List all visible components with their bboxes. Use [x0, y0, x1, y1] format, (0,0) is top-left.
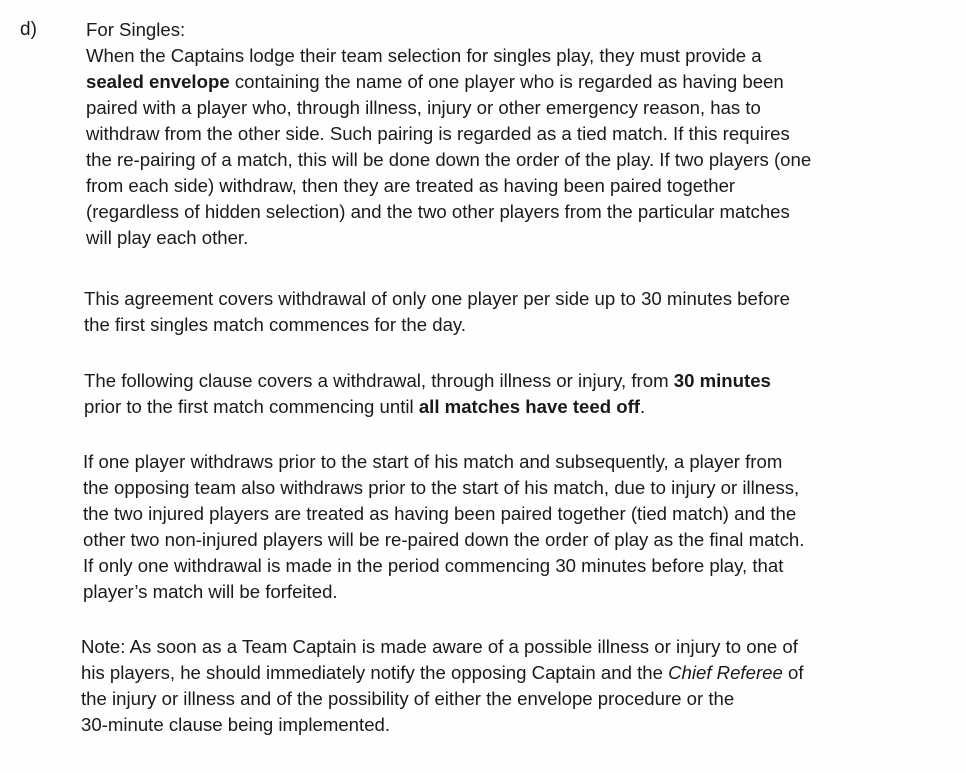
text-segment: .: [639, 396, 646, 417]
text-line: [86, 225, 906, 251]
paragraph-singles-envelope: [86, 17, 906, 251]
text-segment: will play each other.: [86, 227, 249, 248]
text-line: [86, 173, 906, 199]
text-segment: 30-minute clause being implemented.: [81, 714, 391, 735]
text-line: [86, 69, 906, 95]
text-segment: If one player withdraws prior to the start of his match and subsequently, a player from: [83, 451, 783, 472]
text-segment: containing the name of one player who is regarded as having been: [229, 71, 784, 92]
text-segment: the first singles match commences for the day.: [84, 314, 467, 335]
bold-text: 30 minutes: [673, 370, 771, 391]
text-segment: other two non-injured players will be re-paired down the order of play as the final match.: [83, 529, 805, 550]
text-segment: prior to the first match commencing until: [84, 396, 419, 417]
text-line: [86, 147, 906, 173]
bold-text: sealed envelope: [86, 71, 230, 92]
text-segment: If only one withdrawal is made in the period commencing 30 minutes before play, that: [83, 555, 784, 576]
text-segment: This agreement covers withdrawal of only one player per side up to 30 minutes before: [84, 288, 790, 309]
text-line: [81, 660, 901, 686]
text-line: [83, 579, 903, 605]
text-segment: Note: As soon as a Team Captain is made aware of a possible illness or injury to one of: [81, 636, 798, 657]
text-line: [83, 553, 903, 579]
text-line: [84, 394, 904, 420]
text-line: [86, 95, 906, 121]
text-segment: the re-pairing of a match, this will be done down the order of the play. If two players (one: [86, 149, 812, 170]
text-line: [81, 686, 901, 712]
text-line: [86, 43, 906, 69]
paragraph-agreement-coverage: [84, 286, 904, 338]
text-line: [84, 286, 904, 312]
paragraph-following-clause: [84, 368, 904, 420]
text-line: [83, 501, 903, 527]
text-segment: the opposing team also withdraws prior to the start of his match, due to injury or illness,: [83, 477, 800, 498]
text-line: [83, 475, 903, 501]
text-line: [86, 17, 906, 43]
text-segment: from each side) withdraw, then they are treated as having been paired together: [86, 175, 736, 196]
text-segment: his players, he should immediately notify the opposing Captain and the: [81, 662, 669, 683]
text-line: [81, 712, 901, 738]
text-line: [86, 121, 906, 147]
paragraph-note: [81, 634, 901, 738]
section-marker: d): [20, 19, 37, 40]
text-segment: withdraw from the other side. Such pairing is regarded as a tied match. If this requires: [86, 123, 790, 144]
text-segment: (regardless of hidden selection) and the two other players from the particular matches: [86, 201, 790, 222]
text-segment: When the Captains lodge their team selection for singles play, they must provide a: [86, 45, 762, 66]
text-line: [83, 527, 903, 553]
text-segment: paired with a player who, through illness, injury or other emergency reason, has to: [86, 97, 761, 118]
paragraph-withdrawal-rules: [83, 449, 903, 605]
text-segment: player’s match will be forfeited.: [83, 581, 338, 602]
text-segment: of: [782, 662, 804, 683]
text-line: [84, 368, 904, 394]
text-segment: the two injured players are treated as having been paired together (tied match) and the: [83, 503, 797, 524]
text-line: [84, 312, 904, 338]
italic-text: Chief Referee: [668, 662, 783, 683]
text-line: [81, 634, 901, 660]
text-line: [83, 449, 903, 475]
text-segment: For Singles:: [86, 19, 186, 40]
text-line: [86, 199, 906, 225]
text-segment: the injury or illness and of the possibility of either the envelope procedure or the: [81, 688, 735, 709]
text-segment: The following clause covers a withdrawal, through illness or injury, from: [84, 370, 674, 391]
bold-text: all matches have teed off: [418, 396, 640, 417]
